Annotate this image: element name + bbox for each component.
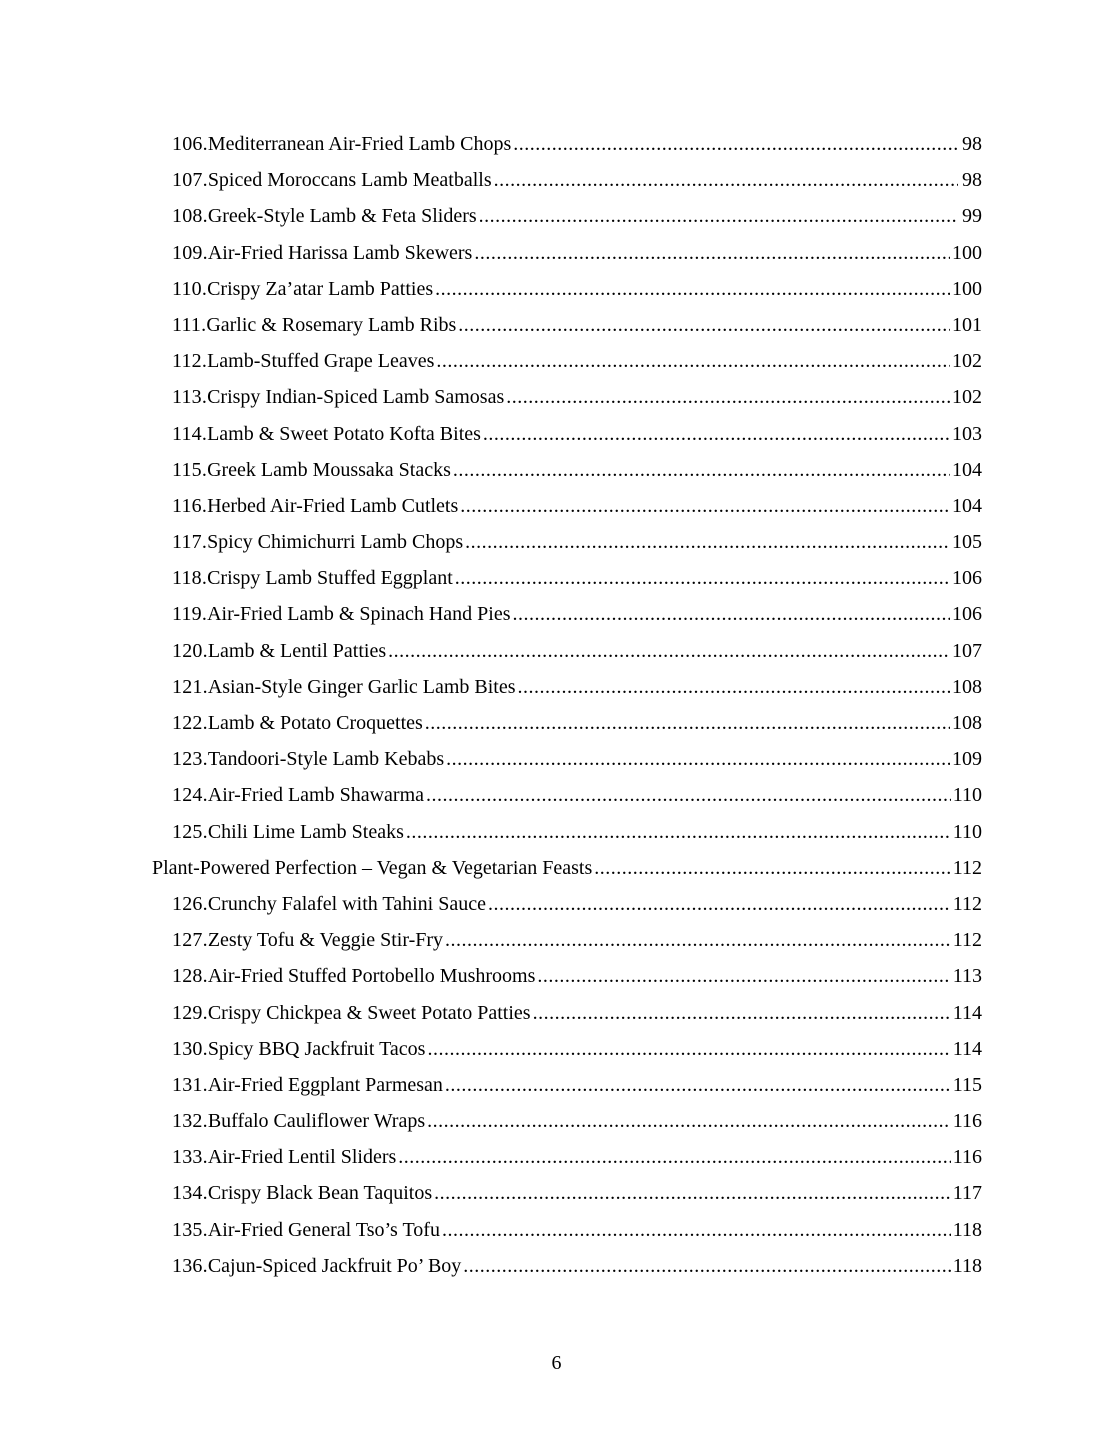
toc-entry[interactable] bbox=[0, 1031, 1113, 1067]
toc-entry-page: 106 bbox=[952, 603, 982, 626]
toc-entry-number: 134. bbox=[172, 1182, 208, 1205]
toc-entry-title: Mediterranean Air-Fried Lamb Chops bbox=[207, 133, 512, 155]
toc-entry-title: Tandoori-Style Lamb Kebabs bbox=[207, 748, 445, 771]
dot-leader bbox=[398, 1139, 950, 1175]
toc-entry-page: 116 bbox=[952, 1146, 982, 1169]
toc-entry[interactable] bbox=[0, 524, 1113, 560]
dot-leader bbox=[406, 814, 951, 850]
toc-entry-title: Air-Fried Lamb Shawarma bbox=[207, 784, 425, 807]
toc-entry-number: 128. bbox=[172, 965, 208, 988]
dot-leader bbox=[435, 271, 950, 307]
toc-entry-title: Cajun-Spiced Jackfruit Po’ Boy bbox=[207, 1254, 462, 1277]
table-of-contents bbox=[0, 126, 1113, 1284]
toc-entry[interactable] bbox=[0, 162, 1113, 198]
toc-entry-title: Spicy BBQ Jackfruit Tacos bbox=[207, 1037, 426, 1060]
toc-entry-number: 117. bbox=[172, 531, 208, 554]
toc-entry-number: 127. bbox=[172, 929, 208, 952]
page-number: 6 bbox=[551, 1352, 562, 1374]
toc-entry[interactable] bbox=[0, 1067, 1113, 1103]
toc-entry[interactable] bbox=[0, 995, 1113, 1031]
toc-entry[interactable] bbox=[0, 814, 1113, 850]
toc-entry[interactable] bbox=[0, 633, 1113, 669]
toc-entry-title: Crispy Za’atar Lamb Patties bbox=[207, 277, 434, 300]
toc-entry-page: 112 bbox=[952, 929, 982, 952]
toc-section-heading[interactable] bbox=[0, 850, 1113, 886]
dot-leader bbox=[458, 307, 950, 343]
toc-entry-title: Crispy Chickpea & Sweet Potato Patties bbox=[207, 1001, 531, 1024]
toc-entry-page: 102 bbox=[952, 350, 982, 373]
toc-entry-page: 108 bbox=[952, 675, 982, 698]
dot-leader bbox=[455, 560, 950, 596]
dot-leader bbox=[427, 1031, 950, 1067]
toc-entry-page: 99 bbox=[962, 205, 982, 228]
toc-entry-page: 114 bbox=[952, 1001, 982, 1024]
toc-entry[interactable] bbox=[0, 958, 1113, 994]
dot-leader bbox=[494, 162, 958, 198]
toc-entry-title: Asian-Style Ginger Garlic Lamb Bites bbox=[207, 675, 516, 698]
dot-leader bbox=[518, 669, 950, 705]
dot-leader bbox=[537, 958, 950, 994]
toc-entry-title: Lamb & Lentil Patties bbox=[207, 639, 387, 662]
toc-entry-number: 116. bbox=[172, 494, 208, 517]
toc-entry[interactable] bbox=[0, 1103, 1113, 1139]
toc-entry-page: 110 bbox=[952, 820, 982, 843]
toc-entry-page: 98 bbox=[962, 133, 982, 155]
toc-entry-page: 116 bbox=[952, 1110, 982, 1133]
toc-entry-number: 123. bbox=[172, 748, 208, 771]
toc-entry[interactable] bbox=[0, 1248, 1113, 1284]
toc-entry[interactable] bbox=[0, 741, 1113, 777]
dot-leader bbox=[479, 198, 958, 234]
dot-leader bbox=[426, 777, 951, 813]
toc-entry-page: 100 bbox=[952, 241, 982, 264]
dot-leader bbox=[436, 343, 950, 379]
toc-entry-page: 102 bbox=[952, 386, 982, 409]
dot-leader bbox=[460, 488, 950, 524]
toc-entry-title: Air-Fried General Tso’s Tofu bbox=[207, 1218, 440, 1241]
dot-leader bbox=[445, 922, 951, 958]
toc-entry[interactable] bbox=[0, 560, 1113, 596]
toc-entry[interactable] bbox=[0, 777, 1113, 813]
dot-leader bbox=[463, 1248, 950, 1284]
toc-entry-number: 122. bbox=[172, 712, 208, 734]
toc-entry-number: 120. bbox=[172, 639, 208, 662]
dot-leader bbox=[446, 741, 950, 777]
toc-entry[interactable] bbox=[0, 271, 1113, 307]
toc-entry-title: Spiced Moroccans Lamb Meatballs bbox=[207, 169, 492, 192]
toc-entry-number: 118. bbox=[172, 567, 208, 590]
toc-entry-page: 118 bbox=[952, 1218, 982, 1241]
toc-entry-title: Air-Fried Lentil Sliders bbox=[207, 1146, 397, 1169]
dot-leader bbox=[533, 995, 951, 1031]
dot-leader bbox=[506, 379, 950, 415]
toc-entry[interactable] bbox=[0, 379, 1113, 415]
toc-entry-number: 133. bbox=[172, 1146, 208, 1169]
toc-entry-title: Air-Fried Eggplant Parmesan bbox=[207, 1073, 443, 1096]
toc-entry-page: 98 bbox=[962, 169, 982, 192]
dot-leader bbox=[488, 886, 951, 922]
toc-entry-title: Greek Lamb Moussaka Stacks bbox=[207, 458, 451, 481]
toc-entry-title: Chili Lime Lamb Steaks bbox=[207, 820, 404, 843]
toc-entry-page: 100 bbox=[952, 277, 982, 300]
toc-entry-title: Lamb & Potato Croquettes bbox=[207, 712, 423, 734]
toc-entry-number: 131. bbox=[172, 1073, 208, 1096]
toc-entry-number: 129. bbox=[172, 1001, 208, 1024]
toc-entry[interactable] bbox=[0, 1139, 1113, 1175]
toc-entry-title: Herbed Air-Fried Lamb Cutlets bbox=[207, 494, 459, 517]
toc-entry-page: 115 bbox=[952, 1073, 982, 1096]
toc-entry-number: 109. bbox=[172, 241, 208, 264]
toc-entry[interactable] bbox=[0, 343, 1113, 379]
toc-entry-title: Lamb & Sweet Potato Kofta Bites bbox=[207, 422, 481, 445]
dot-leader bbox=[513, 596, 951, 632]
toc-entry[interactable] bbox=[0, 235, 1113, 271]
toc-entry-page: 104 bbox=[952, 458, 982, 481]
toc-entry[interactable] bbox=[0, 126, 1113, 162]
toc-entry-page: 108 bbox=[952, 712, 982, 734]
toc-entry[interactable] bbox=[0, 1212, 1113, 1248]
dot-leader bbox=[465, 524, 950, 560]
toc-entry-page: 114 bbox=[952, 1037, 982, 1060]
toc-entry-number: 135. bbox=[172, 1218, 208, 1241]
toc-entry-number: 108. bbox=[172, 205, 208, 228]
toc-entry-number: 107. bbox=[172, 169, 208, 192]
toc-entry-page: 110 bbox=[952, 784, 982, 807]
toc-entry-title: Crispy Lamb Stuffed Eggplant bbox=[207, 567, 453, 590]
toc-entry-page: 117 bbox=[952, 1182, 982, 1205]
toc-entry-number: 110. bbox=[172, 277, 208, 300]
toc-entry-page: 112 bbox=[952, 892, 982, 915]
dot-leader bbox=[442, 1212, 951, 1248]
dot-leader bbox=[594, 850, 950, 886]
toc-entry-page: 103 bbox=[952, 422, 982, 445]
toc-entry-title: Zesty Tofu & Veggie Stir-Fry bbox=[207, 929, 444, 952]
toc-entry-title: Buffalo Cauliflower Wraps bbox=[207, 1110, 426, 1133]
toc-entry-number: 132. bbox=[172, 1110, 208, 1133]
toc-entry-title: Garlic & Rosemary Lamb Ribs bbox=[206, 313, 457, 336]
toc-entry[interactable] bbox=[0, 452, 1113, 488]
toc-section-page: 112 bbox=[952, 856, 982, 879]
toc-entry-page: 104 bbox=[952, 494, 982, 517]
dot-leader bbox=[474, 235, 950, 271]
toc-entry-number: 111. bbox=[172, 313, 207, 336]
toc-entry-number: 113. bbox=[172, 386, 208, 409]
toc-entry[interactable] bbox=[0, 705, 1113, 741]
toc-entry-page: 109 bbox=[952, 748, 982, 771]
dot-leader bbox=[453, 452, 950, 488]
toc-entry-title: Lamb-Stuffed Grape Leaves bbox=[207, 350, 435, 373]
toc-entry[interactable] bbox=[0, 1175, 1113, 1211]
toc-entry-number: 125. bbox=[172, 820, 208, 843]
dot-leader bbox=[434, 1175, 951, 1211]
toc-entry-page: 107 bbox=[952, 639, 982, 662]
dot-leader bbox=[483, 416, 950, 452]
toc-entry-number: 126. bbox=[172, 892, 208, 915]
toc-entry-number: 119. bbox=[172, 603, 208, 626]
toc-entry[interactable] bbox=[0, 307, 1113, 343]
toc-entry-number: 130. bbox=[172, 1037, 208, 1060]
toc-entry-page: 106 bbox=[952, 567, 982, 590]
toc-entry[interactable] bbox=[0, 886, 1113, 922]
toc-entry-page: 118 bbox=[952, 1254, 982, 1277]
toc-entry-number: 114. bbox=[172, 422, 208, 445]
toc-entry-page: 101 bbox=[952, 313, 982, 336]
dot-leader bbox=[445, 1067, 951, 1103]
toc-entry[interactable] bbox=[0, 922, 1113, 958]
toc-entry-title: Air-Fried Stuffed Portobello Mushrooms bbox=[207, 965, 536, 988]
toc-section-title: Plant-Powered Perfection – Vegan & Vegetarian Feasts bbox=[152, 856, 593, 879]
toc-entry-title: Crispy Black Bean Taquitos bbox=[207, 1182, 433, 1205]
toc-entry-number: 124. bbox=[172, 784, 208, 807]
toc-entry-page: 113 bbox=[952, 965, 982, 988]
toc-entry-number: 136. bbox=[172, 1254, 208, 1277]
toc-entry-page: 105 bbox=[952, 531, 982, 554]
dot-leader bbox=[425, 705, 950, 741]
dot-leader bbox=[388, 633, 950, 669]
dot-leader bbox=[427, 1103, 951, 1139]
toc-entry-number: 121. bbox=[172, 675, 208, 698]
toc-entry-title: Crispy Indian-Spiced Lamb Samosas bbox=[207, 386, 505, 409]
toc-entry[interactable] bbox=[0, 488, 1113, 524]
toc-entry[interactable] bbox=[0, 198, 1113, 234]
toc-entry-number: 112. bbox=[172, 350, 208, 373]
toc-entry-number: 115. bbox=[172, 458, 208, 481]
toc-entry-title: Crunchy Falafel with Tahini Sauce bbox=[207, 892, 486, 915]
toc-entry-title: Spicy Chimichurri Lamb Chops bbox=[207, 531, 464, 554]
toc-entry-title: Greek-Style Lamb & Feta Sliders bbox=[207, 205, 477, 228]
toc-entry-number: 106. bbox=[172, 133, 208, 155]
toc-entry[interactable] bbox=[0, 596, 1113, 632]
dot-leader bbox=[513, 126, 958, 162]
toc-entry-title: Air-Fried Harissa Lamb Skewers bbox=[207, 241, 473, 264]
toc-entry[interactable] bbox=[0, 669, 1113, 705]
toc-entry[interactable] bbox=[0, 416, 1113, 452]
toc-entry-title: Air-Fried Lamb & Spinach Hand Pies bbox=[207, 603, 511, 626]
